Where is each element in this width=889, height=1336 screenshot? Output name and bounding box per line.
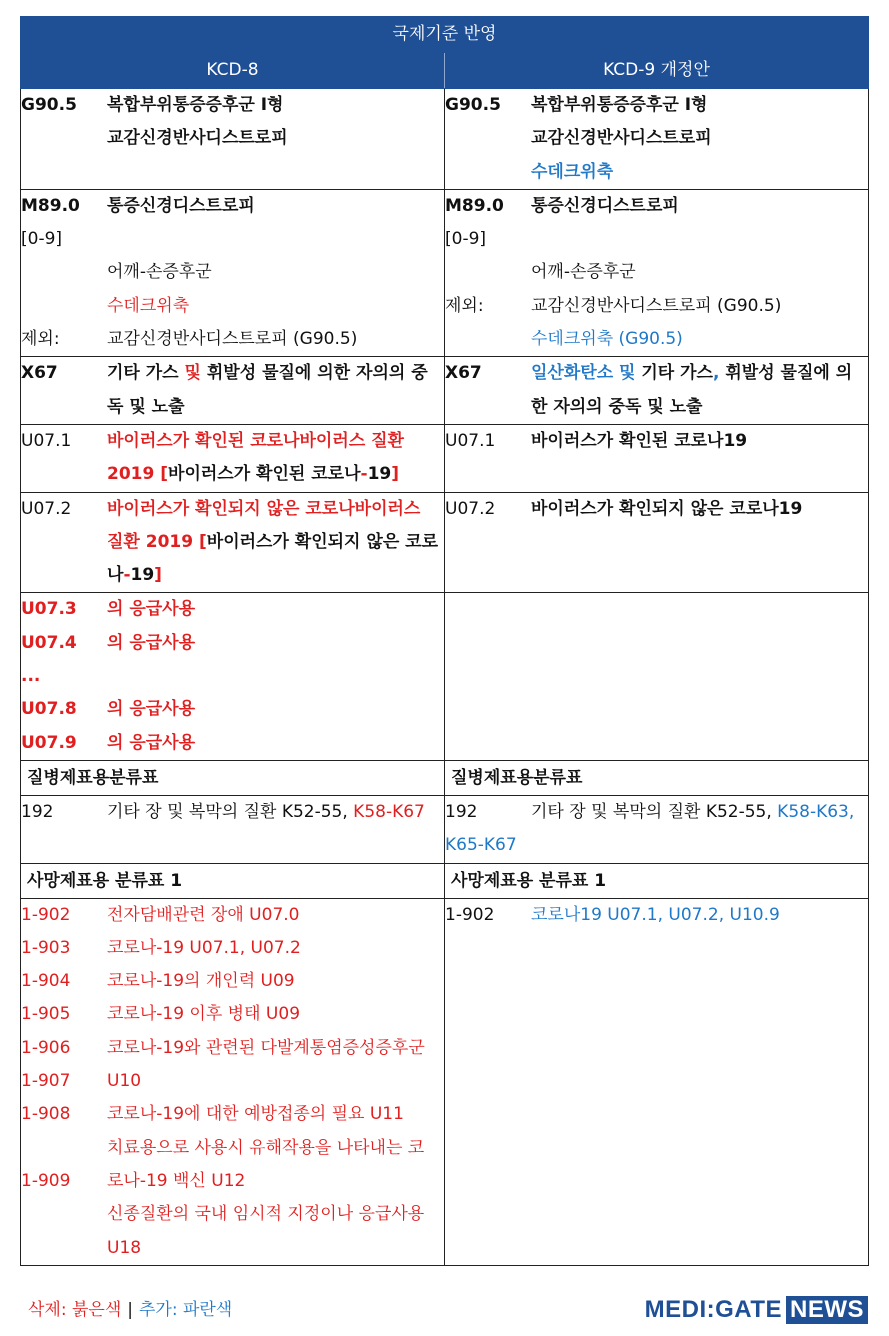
deleted-text: ] [154, 565, 162, 586]
code: 192 [21, 801, 54, 822]
cell-kcd8 [21, 492, 445, 593]
code: 1-909 [21, 1170, 71, 1191]
entry-text: 바이러스가 확인되지 않은 코로나19 [531, 498, 803, 519]
deleted-text: U10 [107, 1071, 142, 1092]
legend-added: 추가: 파란색 [138, 1300, 233, 1320]
entry-text: 휘발성 물질에 의한 자의의 중 [200, 363, 428, 384]
medigate-news-logo [645, 1296, 868, 1324]
cell-kcd8 [21, 357, 445, 425]
entry-text: 나 [107, 565, 124, 586]
code: 1-905 [21, 1004, 71, 1025]
added-text: 코로나19 U07.1, U07.2, U10.9 [531, 904, 780, 925]
table-row-u072 [21, 492, 869, 593]
section-title: 질병제표용분류표 [451, 767, 583, 788]
added-text: K58-K63, [777, 801, 855, 822]
entry-text: 기타 가스 [635, 363, 713, 384]
entry-text: 휘발성 물질에 의 [719, 363, 853, 384]
code: G90.5 [445, 95, 501, 115]
added-text: 수데크위축 (G90.5) [531, 329, 683, 350]
code: X67 [21, 363, 58, 384]
deleted-text: - [360, 464, 368, 485]
deleted-text: 코로나-19 U07.1, U07.2 [107, 937, 301, 958]
section-title: 사망제표용 분류표 1 [451, 870, 607, 891]
code: U07.9 [21, 732, 77, 753]
legend-separator: | [127, 1300, 133, 1320]
cell-kcd9 [445, 492, 869, 593]
kcd-comparison-table [20, 16, 869, 1266]
code [21, 1198, 107, 1231]
table-row-192 [21, 795, 869, 863]
code: 1-906 [21, 1037, 71, 1058]
code: 1-902 [21, 904, 71, 925]
code: 1-902 [445, 904, 495, 925]
added-text: , [712, 363, 720, 384]
entry-text: 기타 가스 [107, 363, 185, 384]
deleted-text: 2019 [ [107, 464, 169, 485]
code: M89.0 [21, 195, 80, 216]
cell-kcd8 [21, 189, 445, 356]
cell-kcd9 [445, 898, 869, 1265]
code: U07.1 [21, 430, 72, 451]
logo-news: NEWS [786, 1296, 868, 1324]
code: U07.2 [445, 498, 496, 519]
column-header-kcd9: KCD-9 개정안 [445, 53, 869, 89]
entry-text: 한 자의의 중독 및 노출 [531, 396, 703, 417]
code: U07.1 [445, 430, 496, 451]
table-title: 국제기준 반영 [21, 17, 869, 53]
deleted-text: 수데크위축 [107, 295, 190, 316]
cell-kcd8 [21, 795, 445, 863]
code: U07.8 [21, 699, 77, 720]
entry-text: 19 [130, 565, 155, 586]
code: 1-904 [21, 971, 71, 992]
added-text: 수데크위축 [531, 161, 614, 182]
deleted-text: ] [391, 464, 400, 485]
code: 1-907 [21, 1071, 71, 1092]
deleted-text: 의 응급사용 [107, 732, 196, 753]
entry-title: 통증신경디스트로피 [531, 195, 679, 216]
deleted-text: 의 응급사용 [107, 599, 196, 620]
deleted-text: 로나-19 백신 U12 [107, 1170, 246, 1191]
code: M89.0 [445, 195, 504, 216]
deleted-text: 전자담배관련 장애 U07.0 [107, 904, 300, 925]
code: U07.3 [21, 599, 77, 620]
code: U07.2 [21, 498, 72, 519]
table-row-u071 [21, 424, 869, 492]
deleted-text: 의 응급사용 [107, 699, 196, 720]
cell-kcd8 [21, 593, 445, 760]
deleted-text: 치료용으로 사용시 유해작용을 나타내는 코 [107, 1137, 425, 1158]
added-text: 일산화탄소 및 [531, 363, 636, 384]
cell-kcd9 [445, 189, 869, 356]
deleted-text: 코로나-19의 개인력 U09 [107, 971, 295, 992]
deleted-text: 질환 2019 [ [107, 531, 207, 552]
code: X67 [445, 363, 482, 384]
entry-text: 바이러스가 확인되지 않은 코로 [206, 531, 439, 552]
entry-text: 바이러스가 확인된 코로나19 [531, 430, 748, 451]
table-row-x67 [21, 357, 869, 425]
code [21, 1232, 107, 1265]
code: 192 [445, 801, 478, 822]
cell-kcd9 [445, 795, 869, 863]
table-row-death [21, 898, 869, 1265]
legend-deleted: 삭제: 붉은색 [28, 1300, 122, 1320]
entry-text: 어깨-손증후군 [107, 262, 212, 283]
deleted-text: 바이러스가 확인된 코로나바이러스 질환 [107, 430, 404, 451]
table-row-g905 [21, 89, 869, 190]
deleted-text: U18 [107, 1237, 142, 1258]
section-header-disease [21, 760, 869, 795]
entry-text: 복합부위통증증후군 I형 [107, 95, 284, 115]
deleted-text: 바이러스가 확인되지 않은 코로나바이러스 [107, 498, 421, 519]
code: U07.4 [21, 632, 77, 653]
deleted-text: 의 응급사용 [107, 632, 196, 653]
table-row-m890 [21, 189, 869, 356]
ellipsis: ... [21, 666, 41, 687]
code-range: [0-9] [21, 229, 63, 250]
section-title: 질병제표용분류표 [27, 767, 159, 788]
entry-text: 기타 장 및 복막의 질환 K52-55, [531, 801, 778, 822]
table-row-u07x [21, 593, 869, 760]
entry-text: 교감신경반사디스트로피 (G90.5) [107, 329, 358, 350]
code [21, 1132, 107, 1165]
deleted-text: 코로나-19 이후 병태 U09 [107, 1004, 301, 1025]
entry-text: 기타 장 및 복막의 질환 K52-55, [107, 801, 354, 822]
code: 1-908 [21, 1104, 71, 1125]
code: 1-903 [21, 937, 71, 958]
entry-text: 어깨-손증후군 [531, 262, 636, 283]
cell-kcd9 [445, 424, 869, 492]
deleted-text: K58-K67 [353, 801, 425, 822]
legend [28, 1296, 232, 1324]
cell-kcd9 [445, 357, 869, 425]
added-text: K65-K67 [445, 835, 517, 856]
logo-medigate: MEDI:GATE [644, 1296, 782, 1323]
entry-text: 교감신경반사디스트로피 (G90.5) [531, 295, 782, 316]
deleted-text: 코로나-19에 대한 예방접종의 필요 U11 [107, 1104, 404, 1125]
cell-kcd8 [21, 898, 445, 1265]
entry-text: 교감신경반사디스트로피 [531, 128, 712, 149]
cell-kcd9 [445, 89, 869, 190]
deleted-text: 신종질환의 국내 임시적 지정이나 응급사용 [107, 1204, 425, 1225]
entry-text: 독 및 노출 [107, 396, 185, 417]
column-header-kcd8: KCD-8 [21, 53, 445, 89]
entry-title: 통증신경디스트로피 [107, 195, 255, 216]
deleted-text: 및 [184, 363, 201, 384]
entry-text: 복합부위통증증후군 I형 [531, 95, 708, 115]
deleted-text: 코로나-19와 관련된 다발계통염증성증후군 [107, 1037, 425, 1058]
deleted-text: - [123, 565, 131, 586]
section-header-death [21, 863, 869, 898]
entry-text: 바이러스가 확인된 코로나 [168, 464, 361, 485]
exclusion-label: 제외: [21, 329, 60, 350]
exclusion-label: 제외: [445, 295, 484, 316]
cell-kcd8 [21, 424, 445, 492]
cell-kcd9-empty [445, 593, 869, 760]
section-title: 사망제표용 분류표 1 [27, 870, 183, 891]
code-range: [0-9] [445, 229, 487, 250]
code: G90.5 [21, 95, 77, 115]
entry-text: 19 [367, 464, 392, 485]
entry-text: 교감신경반사디스트로피 [107, 128, 288, 149]
cell-kcd8 [21, 89, 445, 190]
